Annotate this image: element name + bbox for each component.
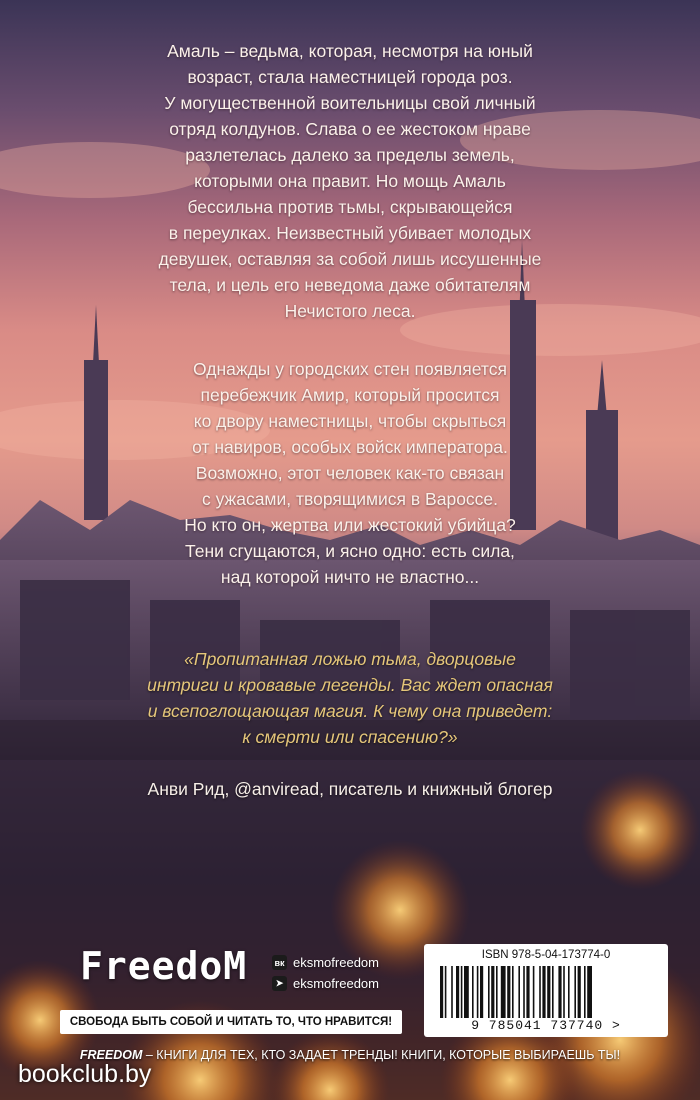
synopsis-line: Однажды у городских стен появляется xyxy=(193,359,507,379)
site-watermark: bookclub.by xyxy=(18,1060,152,1088)
social-telegram[interactable] xyxy=(272,973,412,994)
barcode-bar xyxy=(552,966,554,1022)
synopsis-line: Но кто он, жертва или жестокий убийца? xyxy=(184,515,516,535)
barcode-bar xyxy=(568,966,570,1022)
synopsis-line: тела, и цель его неведома даже обитателям xyxy=(169,275,531,295)
synopsis-line: которыми она правит. Но мощь Амаль xyxy=(194,171,506,191)
barcode-bar xyxy=(523,966,525,1022)
quote-line: к смерти или спасению?» xyxy=(242,727,458,747)
synopsis-line: над которой ничто не властно... xyxy=(220,567,480,587)
social-handle: eksmofreedom xyxy=(293,955,379,970)
synopsis-line: ко двору наместницы, чтобы скрыться xyxy=(193,411,507,431)
barcode-bar xyxy=(461,966,463,1022)
synopsis-line: Возможно, этот человек как-то связан xyxy=(195,463,505,483)
barcode-bar xyxy=(456,966,459,1022)
quote-attribution: Анви Рид, @anviread, писатель и книжный блогер xyxy=(147,779,553,799)
tagline-brand: FREEDOM xyxy=(79,1048,143,1062)
social-handle: eksmofreedom xyxy=(293,976,379,991)
synopsis-line: Тени сгущаются, и ясно одно: есть сила, xyxy=(185,541,515,561)
quote-line: «Пропитанная ложью тьма, дворцовые xyxy=(184,649,516,669)
barcode-bar xyxy=(451,966,453,1022)
barcode-bar xyxy=(558,966,561,1022)
synopsis-line: девушек, оставляя за собой лишь иссушенные xyxy=(158,249,542,269)
barcode-bar xyxy=(445,966,447,1022)
telegram-icon: ➤ xyxy=(272,976,287,991)
synopsis-line: У могущественной воительницы свой личный xyxy=(164,93,536,113)
synopsis-line: в переулках. Неизвестный убивает молодых xyxy=(168,223,532,243)
barcode-bar xyxy=(587,966,592,1022)
synopsis-line: возраст, стала наместницей города роз. xyxy=(187,67,513,87)
social-vk[interactable] xyxy=(272,952,412,973)
tagline-text: – КНИГИ ДЛЯ ТЕХ, КТО ЗАДАЕТ ТРЕНДЫ! КНИГИ, КОТОРЫЕ ВЫБИРАЕШЬ ТЫ! xyxy=(142,1048,621,1062)
publisher-slogan: СВОБОДА БЫТЬ СОБОЙ И ЧИТАТЬ ТО, ЧТО НРАВИТСЯ! xyxy=(60,1010,402,1034)
synopsis-line: перебежчик Амир, который просится xyxy=(200,385,500,405)
barcode-bar xyxy=(512,966,514,1022)
barcode-bar xyxy=(526,966,529,1022)
barcode-bar xyxy=(547,966,550,1022)
barcode-bar xyxy=(584,966,586,1022)
quote-line: интриги и кровавые легенды. Вас ждет опасная xyxy=(147,675,553,695)
barcode-bar xyxy=(477,966,479,1022)
barcode-bar xyxy=(574,966,576,1022)
synopsis-line: с ужасами, творящимися в Вароссе. xyxy=(201,489,499,509)
synopsis-line: отряд колдунов. Слава о ее жестоком нраве xyxy=(169,119,531,139)
barcode-bar xyxy=(563,966,565,1022)
barcode-bar xyxy=(539,966,541,1022)
vk-icon: вк xyxy=(272,955,287,970)
barcode-bar xyxy=(533,966,535,1022)
synopsis-line: разлетелась далеко за пределы земель, xyxy=(185,145,515,165)
synopsis-paragraph-2 xyxy=(70,356,630,590)
barcode-bar xyxy=(491,966,494,1022)
quote-line: и всепоглощающая магия. К чему она приведет: xyxy=(147,701,553,721)
barcode-bar xyxy=(464,966,469,1022)
isbn-label: ISBN 978-5-04-173774-0 xyxy=(481,949,611,961)
barcode-bar xyxy=(518,966,520,1022)
barcode-bar xyxy=(501,966,506,1022)
barcode-bar xyxy=(578,966,581,1022)
barcode xyxy=(438,966,654,1022)
synopsis-line: Нечистого леса. xyxy=(284,301,416,321)
synopsis-line: бессильна против тьмы, скрывающейся xyxy=(187,197,513,217)
barcode-bar xyxy=(488,966,490,1022)
isbn-digits: 9 785041 737740 > xyxy=(424,1018,668,1034)
barcode-bar xyxy=(507,966,510,1022)
publisher-logo: FreedoM xyxy=(80,944,248,988)
synopsis-line: Амаль – ведьма, которая, несмотря на юный xyxy=(167,41,533,61)
social-links xyxy=(272,952,412,994)
barcode-bar xyxy=(472,966,474,1022)
isbn-barcode-box xyxy=(424,944,668,1037)
barcode-bar xyxy=(496,966,498,1022)
barcode-bar xyxy=(480,966,483,1022)
review-quote xyxy=(105,646,595,750)
barcode-bar xyxy=(542,966,545,1022)
synopsis-paragraph-1 xyxy=(70,38,630,324)
barcode-bar xyxy=(440,966,443,1022)
synopsis-line: от навиров, особых войск императора. xyxy=(192,437,508,457)
